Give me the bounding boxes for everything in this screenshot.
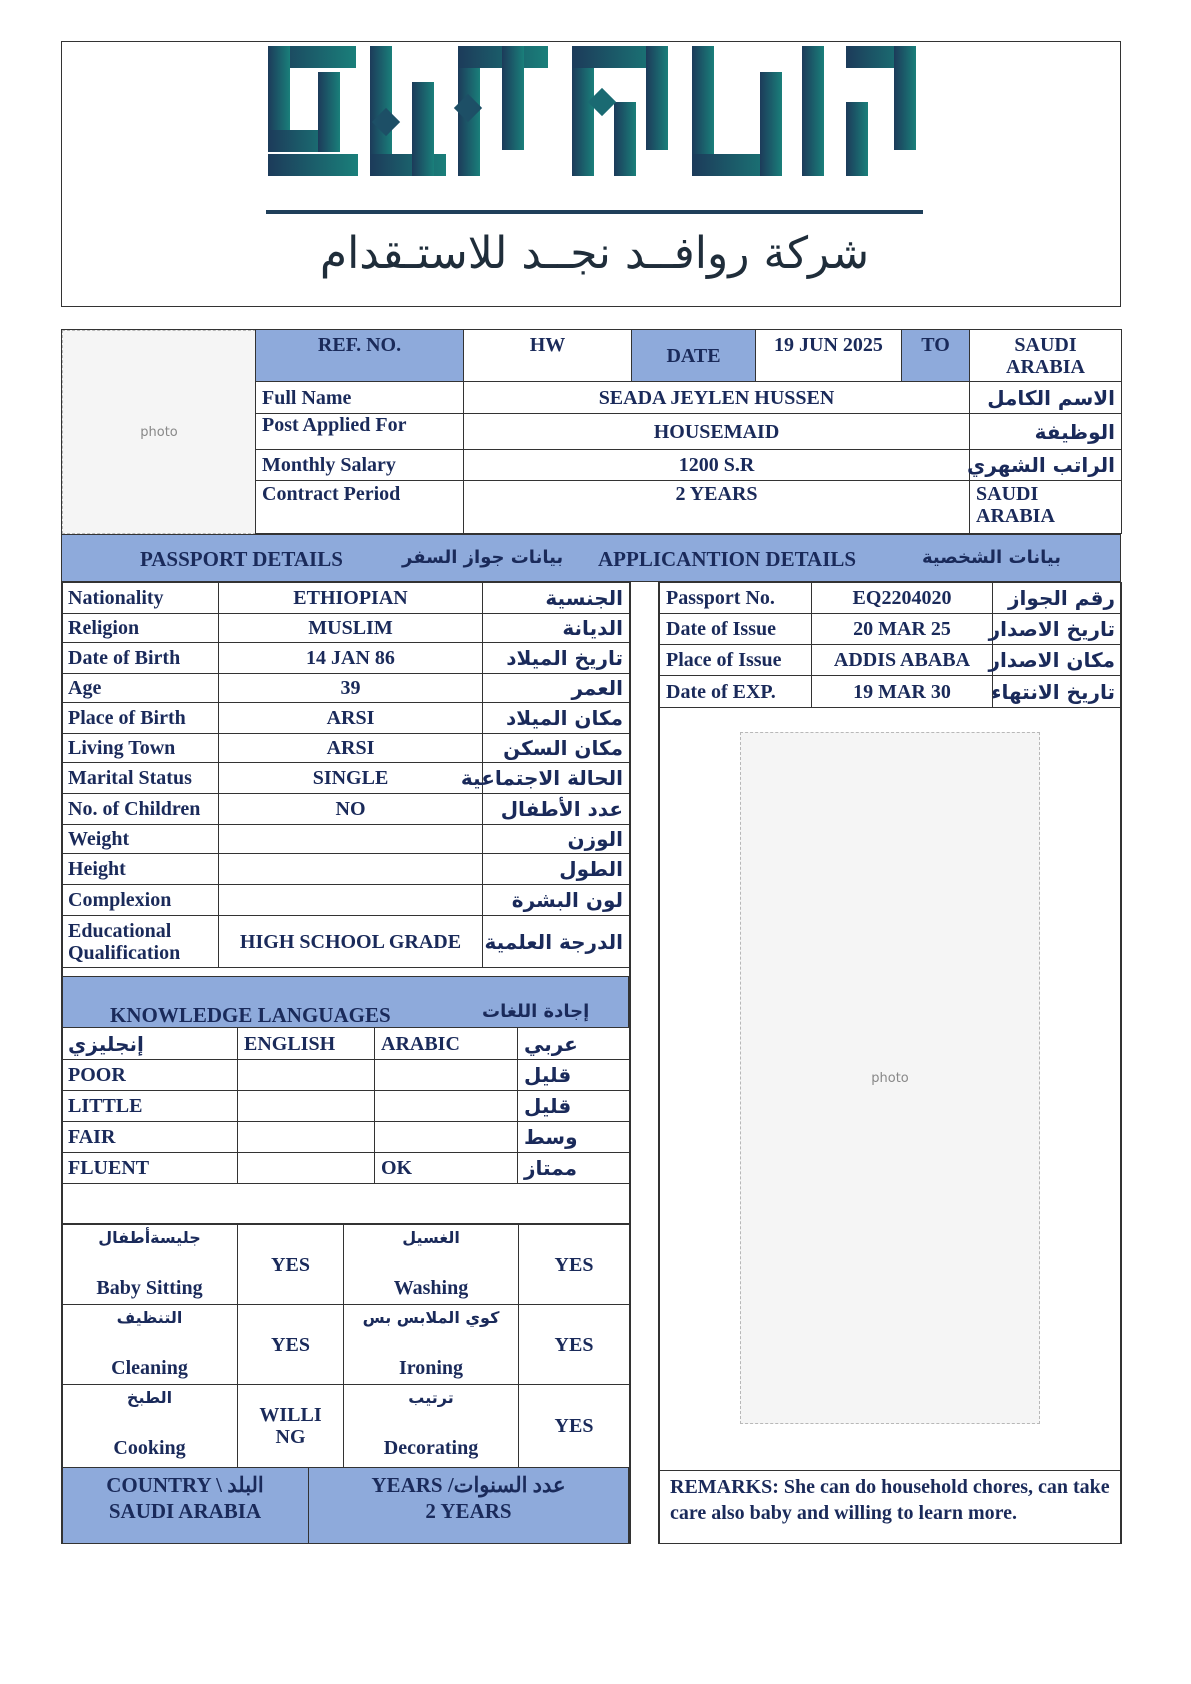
languages-table: [61, 1027, 630, 1224]
level-english: [238, 1122, 375, 1153]
personal-label-ar: الجنسية: [483, 583, 630, 614]
skill-label: Washing: [393, 1277, 469, 1299]
personal-label: Place of Birth: [62, 703, 219, 734]
languages-spacer-row: [62, 1184, 630, 1224]
application-details-title-ar: بيانات الشخصية: [922, 547, 1061, 568]
personal-label: No. of Children: [62, 794, 219, 825]
passport-value: ADDIS ABABA: [812, 645, 993, 676]
language-level-row: [62, 1122, 630, 1153]
personal-row: [62, 614, 630, 643]
column-divider-right: [658, 582, 660, 1544]
date-label: DATE: [632, 330, 756, 382]
level-english: [238, 1153, 375, 1184]
personal-label: Living Town: [62, 734, 219, 763]
years-cell: [308, 1467, 629, 1544]
passport-value: 20 MAR 25: [812, 614, 993, 645]
post-value: HOUSEMAID: [464, 414, 970, 450]
skill-answer: YES: [519, 1225, 630, 1305]
passport-label: Place of Issue: [660, 645, 812, 676]
passport-value: 19 MAR 30: [812, 676, 993, 708]
personal-label-ar: الحالة الاجتماعية: [483, 763, 630, 794]
skill-label-ar: الغسيل: [402, 1228, 460, 1247]
language-level-row: [62, 1153, 630, 1184]
personal-label-ar: العمر: [483, 674, 630, 703]
passport-value: EQ2204020: [812, 583, 993, 614]
personal-row: [62, 703, 630, 734]
skill-row: [62, 1225, 630, 1305]
left-outer-border: [61, 582, 63, 1544]
personal-value: ARSI: [219, 734, 483, 763]
languages-title-ar: إجادة اللغات: [482, 1001, 590, 1022]
full-name-label: Full Name: [256, 382, 464, 414]
salary-label: Monthly Salary: [256, 450, 464, 481]
personal-value: ETHIOPIAN: [219, 583, 483, 614]
personal-row: [62, 763, 630, 794]
personal-value: [219, 885, 483, 916]
skill-answer: YES: [519, 1305, 630, 1385]
contract-country: SAUDI ARABIA: [970, 481, 1122, 534]
languages-title: KNOWLEDGE LANGUAGES: [110, 1003, 391, 1027]
skill-answer: WILLI NG: [238, 1385, 344, 1468]
personal-value: MUSLIM: [219, 614, 483, 643]
language-level-row: [62, 1060, 630, 1091]
skill-cell-right: [344, 1305, 519, 1385]
personal-label: Height: [62, 854, 219, 885]
skill-label: Cooking: [113, 1437, 186, 1459]
contract-label: Contract Period: [256, 481, 464, 534]
country-cell: [61, 1467, 309, 1544]
personal-row: [62, 916, 630, 968]
skill-label: Decorating: [383, 1437, 479, 1459]
col-english: ENGLISH: [238, 1028, 375, 1060]
personal-label: Educational Qualification: [62, 916, 219, 968]
skill-answer: YES: [519, 1385, 630, 1468]
level-label: FLUENT: [62, 1153, 238, 1184]
languages-header: [61, 976, 629, 1028]
passport-details-title: PASSPORT DETAILS: [140, 547, 343, 571]
skill-row: [62, 1385, 630, 1468]
personal-row: [62, 794, 630, 825]
personal-label-ar: الوزن: [483, 825, 630, 854]
level-label: POOR: [62, 1060, 238, 1091]
applicant-full-body-photo: photo: [740, 732, 1040, 1424]
ref-value: HW: [464, 330, 632, 382]
personal-label: Age: [62, 674, 219, 703]
level-arabic: [375, 1060, 518, 1091]
passport-row: [660, 583, 1122, 614]
personal-label-ar: الديانة: [483, 614, 630, 643]
personal-value: SINGLE: [219, 763, 483, 794]
skill-label-ar: جليسةأطفال: [98, 1228, 201, 1247]
skill-label-ar: التنظيف: [116, 1308, 183, 1327]
post-label-ar: الوظيفة: [970, 414, 1122, 450]
to-label: TO: [902, 330, 970, 382]
skill-label-ar: الطبخ: [126, 1388, 173, 1407]
level-label: FAIR: [62, 1122, 238, 1153]
personal-label: Marital Status: [62, 763, 219, 794]
skill-cell-left: [62, 1385, 238, 1468]
passport-label: Passport No.: [660, 583, 812, 614]
full-name-label-ar: الاسم الكامل: [970, 382, 1122, 414]
skill-cell-right: [344, 1225, 519, 1305]
years-value: 2 YEARS: [425, 1499, 512, 1523]
col-arabic: ARABIC: [375, 1028, 518, 1060]
country-label: COUNTRY \ البلد: [106, 1473, 264, 1497]
skill-label-ar: ترتيب: [408, 1388, 454, 1407]
personal-details-table: [61, 582, 630, 968]
personal-value: NO: [219, 794, 483, 825]
logo-divider: [266, 210, 923, 214]
passport-details-title-ar: بيانات جواز السفر: [402, 547, 564, 568]
skill-label: Baby Sitting: [96, 1277, 203, 1299]
personal-label-ar: تاريخ الميلاد: [483, 643, 630, 674]
personal-label: Religion: [62, 614, 219, 643]
level-arabic: [375, 1091, 518, 1122]
passport-label-ar: رقم الجواز: [993, 583, 1122, 614]
personal-label-ar: مكان الميلاد: [483, 703, 630, 734]
column-divider: [629, 582, 631, 1544]
headshot-frame: [61, 329, 256, 535]
salary-label-ar: الراتب الشهري: [970, 450, 1122, 481]
level-label-ar: قليل: [518, 1060, 630, 1091]
date-value: 19 JUN 2025: [756, 330, 902, 382]
full-name-value: SEADA JEYLEN HUSSEN: [464, 382, 970, 414]
personal-row: [62, 643, 630, 674]
ref-label: REF. NO.: [256, 330, 464, 382]
level-label-ar: قليل: [518, 1091, 630, 1122]
summary-table: [255, 329, 1122, 534]
salary-value: 1200 S.R: [464, 450, 970, 481]
passport-label-ar: تاريخ الاصدار: [993, 614, 1122, 645]
right-outer-border: [1120, 582, 1122, 1544]
skill-label: Cleaning: [111, 1357, 188, 1379]
passport-label-ar: مكان الاصدار: [993, 645, 1122, 676]
personal-value: ARSI: [219, 703, 483, 734]
skill-cell-right: [344, 1385, 519, 1468]
col-arabic-ar: عربي: [518, 1028, 630, 1060]
passport-label: Date of EXP.: [660, 676, 812, 708]
personal-label-ar: مكان السكن: [483, 734, 630, 763]
personal-value: 39: [219, 674, 483, 703]
skills-table: [61, 1224, 630, 1468]
personal-row: [62, 854, 630, 885]
skill-answer: YES: [238, 1305, 344, 1385]
remarks-box: [659, 1470, 1121, 1544]
personal-label-ar: عدد الأطفال: [483, 794, 630, 825]
personal-label: Weight: [62, 825, 219, 854]
personal-label: Complexion: [62, 885, 219, 916]
applicant-headshot-photo: photo: [62, 330, 256, 534]
level-label: LITTLE: [62, 1091, 238, 1122]
passport-label-ar: تاريخ الانتهاء: [993, 676, 1122, 708]
skill-label-ar: كوي الملابس بس: [362, 1308, 500, 1327]
col-english-ar: إنجليزي: [62, 1028, 238, 1060]
skill-cell-left: [62, 1305, 238, 1385]
company-logo-mark: [262, 42, 922, 212]
level-arabic: OK: [375, 1153, 518, 1184]
personal-row: [62, 885, 630, 916]
level-arabic: [375, 1122, 518, 1153]
level-english: [238, 1091, 375, 1122]
country-value: SAUDI ARABIA: [108, 1499, 262, 1523]
passport-details-table: [659, 582, 1122, 708]
remarks-text: REMARKS: She can do household chores, can take care also baby and willing to learn more.: [670, 1476, 1110, 1524]
passport-row: [660, 645, 1122, 676]
level-english: [238, 1060, 375, 1091]
personal-row: [62, 825, 630, 854]
skill-answer: YES: [238, 1225, 344, 1305]
skill-row: [62, 1305, 630, 1385]
personal-value: HIGH SCHOOL GRADE: [219, 916, 483, 968]
passport-row: [660, 676, 1122, 708]
personal-label-ar: الدرجة العلمية: [483, 916, 630, 968]
personal-row: [62, 583, 630, 614]
personal-row: [62, 674, 630, 703]
skill-cell-left: [62, 1225, 238, 1305]
personal-value: [219, 825, 483, 854]
company-name-arabic: شركة روافــد نجــد للاستـقدام: [319, 228, 870, 279]
section-band: [61, 534, 1121, 582]
personal-value: [219, 854, 483, 885]
passport-label: Date of Issue: [660, 614, 812, 645]
passport-row: [660, 614, 1122, 645]
skill-label: Ironing: [398, 1357, 464, 1379]
personal-row: [62, 734, 630, 763]
personal-label: Nationality: [62, 583, 219, 614]
level-label-ar: وسط: [518, 1122, 630, 1153]
language-level-row: [62, 1091, 630, 1122]
to-value: SAUDI ARABIA: [970, 330, 1122, 382]
personal-label: Date of Birth: [62, 643, 219, 674]
contract-value: 2 YEARS: [464, 481, 970, 534]
personal-value: 14 JAN 86: [219, 643, 483, 674]
application-details-title: APPLICANTION DETAILS: [598, 547, 857, 571]
post-label: Post Applied For: [256, 414, 464, 450]
personal-label-ar: الطول: [483, 854, 630, 885]
level-label-ar: ممتاز: [518, 1153, 630, 1184]
years-label: YEARS /عدد السنوات: [371, 1473, 566, 1497]
personal-label-ar: لون البشرة: [483, 885, 630, 916]
